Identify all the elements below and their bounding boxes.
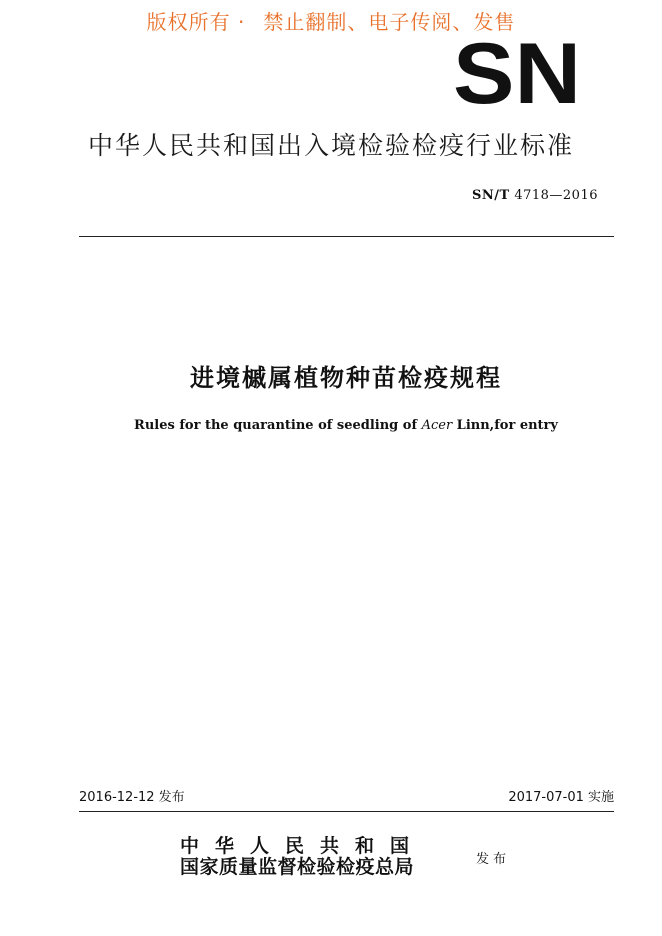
standard-number-value: 4718—2016 (514, 188, 598, 203)
sn-logo-text: SN (453, 40, 581, 106)
standard-category: 中华人民共和国出入境检验检疫行业标准 (87, 131, 574, 160)
standard-code: SN/T (471, 188, 510, 203)
implementation-date: 2017-07-01 实施 (508, 790, 614, 805)
issuing-authority (180, 836, 462, 878)
title-english-part-2: Linn,for entry (452, 418, 558, 433)
title-english (0, 418, 662, 433)
title-english-part-1: Rules for the quarantine of seedling of (134, 418, 422, 433)
title-english-italic: Acer (421, 418, 453, 433)
copyright-right-text: 禁止翻制、电子传阅、发售 (263, 10, 516, 34)
issuer-line-1: 中华人民共和国 (180, 835, 426, 857)
copyright-notice (0, 6, 662, 35)
publish-label: 发布 (476, 852, 511, 867)
title-chinese: 进境槭属植物种苗检疫规程 (190, 364, 502, 392)
issue-date: 2016-12-12 发布 (79, 790, 185, 805)
sn-logo (452, 40, 582, 106)
top-divider (79, 236, 614, 237)
bottom-divider (79, 811, 614, 812)
issuer-line-2: 国家质量监督检验检疫总局 (180, 856, 415, 878)
standard-number (472, 188, 598, 203)
copyright-left-text: 版权所有 · (146, 10, 246, 34)
